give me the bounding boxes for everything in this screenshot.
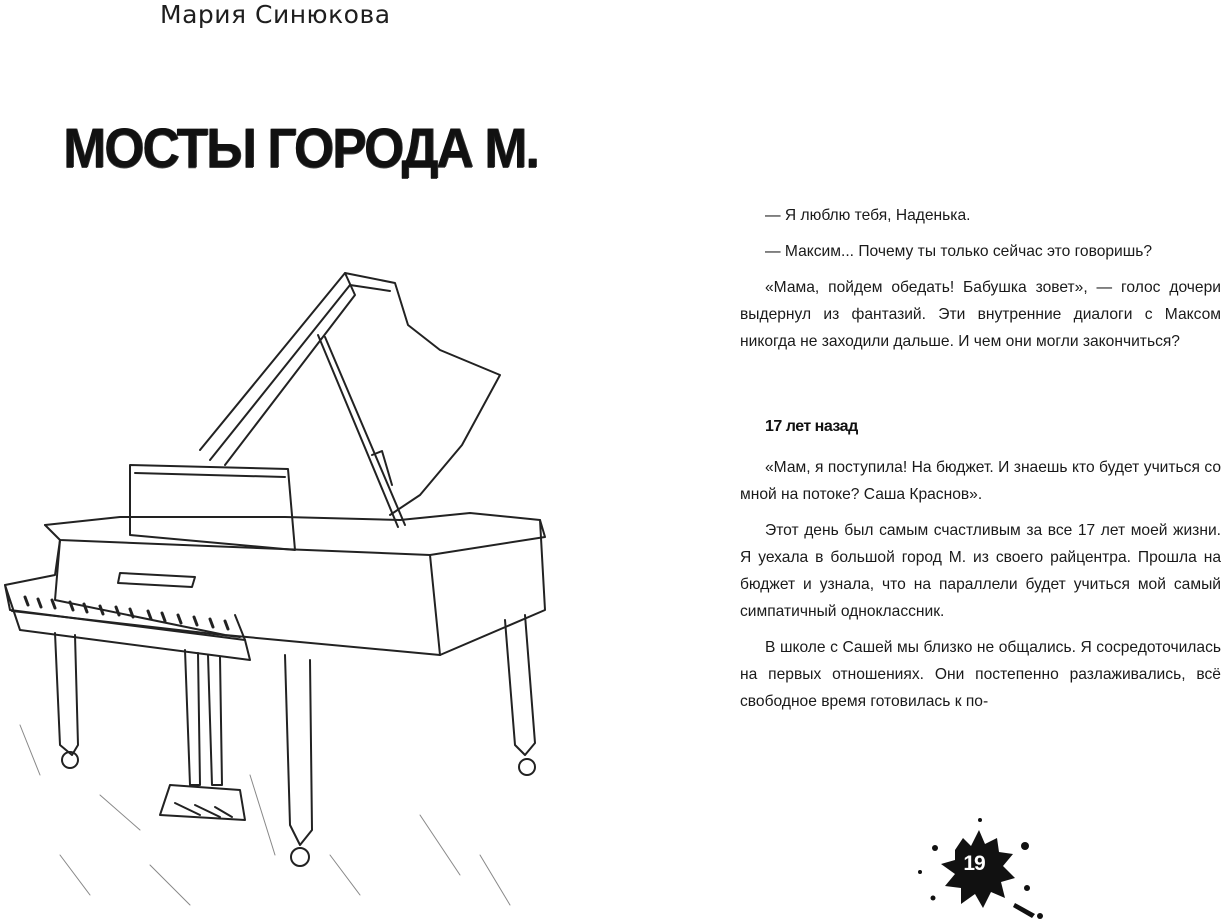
section-heading: 17 лет назад [765, 418, 858, 435]
body-text [740, 202, 1221, 724]
paragraph: «Мама, пойдем обедать! Бабушка зовет», — голос дочери выдернул из фантазий. Эти внутренние диалоги с Максом никогда не заходили дальше. И чем они могли закончиться? [740, 279, 1221, 350]
chapter-title: МОСТЫ ГОРОДА М. [63, 116, 538, 179]
paragraph: — Максим... Почему ты только сейчас это говоришь? [765, 243, 1153, 260]
paragraph: В школе с Сашей мы близко не общались. Я сосредоточилась на первых отношениях. Они постепенно разлаживались, всё свободное время готовилась к по- [740, 639, 1221, 710]
paragraph: «Мам, я поступила! На бюджет. И знаешь кто будет учиться со мной на потоке? Саша Краснов». [740, 459, 1221, 503]
paragraph: — Я люблю тебя, Наденька. [765, 207, 971, 224]
grand-piano-illustration [0, 255, 560, 920]
paragraph: Этот день был самым счастливым за все 17 лет моей жизни. Я уехала в большой город М. из своего райцентра. Прошла на бюджет и узнала, что на параллели будет учиться мой самый симпатичный одноклассник. [740, 522, 1221, 620]
author-name: Мария Синюкова [160, 0, 391, 29]
page-number: 19 [963, 852, 985, 875]
